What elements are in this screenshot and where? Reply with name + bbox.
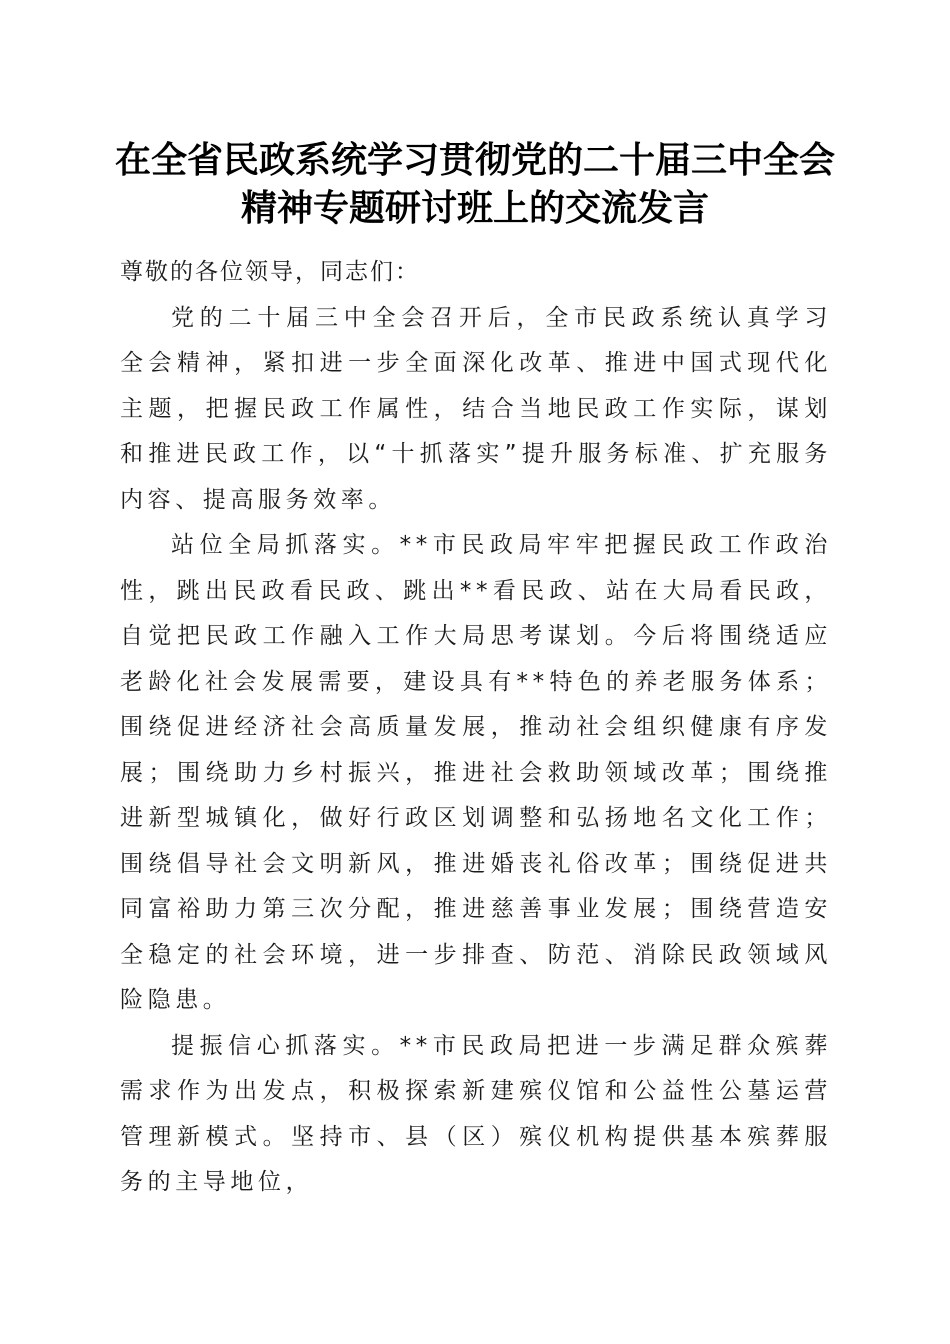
paragraph-intro: 党的二十届三中全会召开后，全市民政系统认真学习全会精神，紧扣进一步全面深化改革、推进中国式现代化主题，把握民政工作属性，结合当地民政工作实际，谋划和推进民政工作，以“十抓落实”提升服务标准、扩充服务内容、提高服务效率。 [120,304,832,513]
paragraph-overall-situation: 站位全局抓落实。**市民政局牢牢把握民政工作政治性，跳出民政看民政、跳出**看民政、站在大局看民政，自觉把民政工作融入工作大局思考谋划。今后将围绕适应老龄化社会发展需要，建设具有**特色的养老服务体系；围绕促进经济社会高质量发展，推动社会组织健康有序发展；围绕助力乡村振兴，推进社会救助领域改革；围绕推进新型城镇化，做好行政区划调整和弘扬地名文化工作；围绕倡导社会文明新风，推进婚丧礼俗改革；围绕促进共同富裕助力第三次分配，推进慈善事业发展；围绕营造安全稳定的社会环境，进一步排查、防范、消除民政领域风险隐患。 [120,532,832,1013]
document-title [100,136,850,232]
title-line-2: 精神专题研讨班上的交流发言 [240,187,709,229]
salutation: 尊敬的各位领导，同志们： [120,259,420,285]
document-body [120,250,832,1206]
paragraph-confidence: 提振信心抓落实。**市民政局把进一步满足群众殡葬需求作为出发点，积极探索新建殡仪馆和公益性公墓运营管理新模式。坚持市、县（区）殡仪机构提供基本殡葬服务的主导地位， [120,1032,832,1195]
title-line-1: 在全省民政系统学习贯彻党的二十届三中全会 [114,139,835,181]
